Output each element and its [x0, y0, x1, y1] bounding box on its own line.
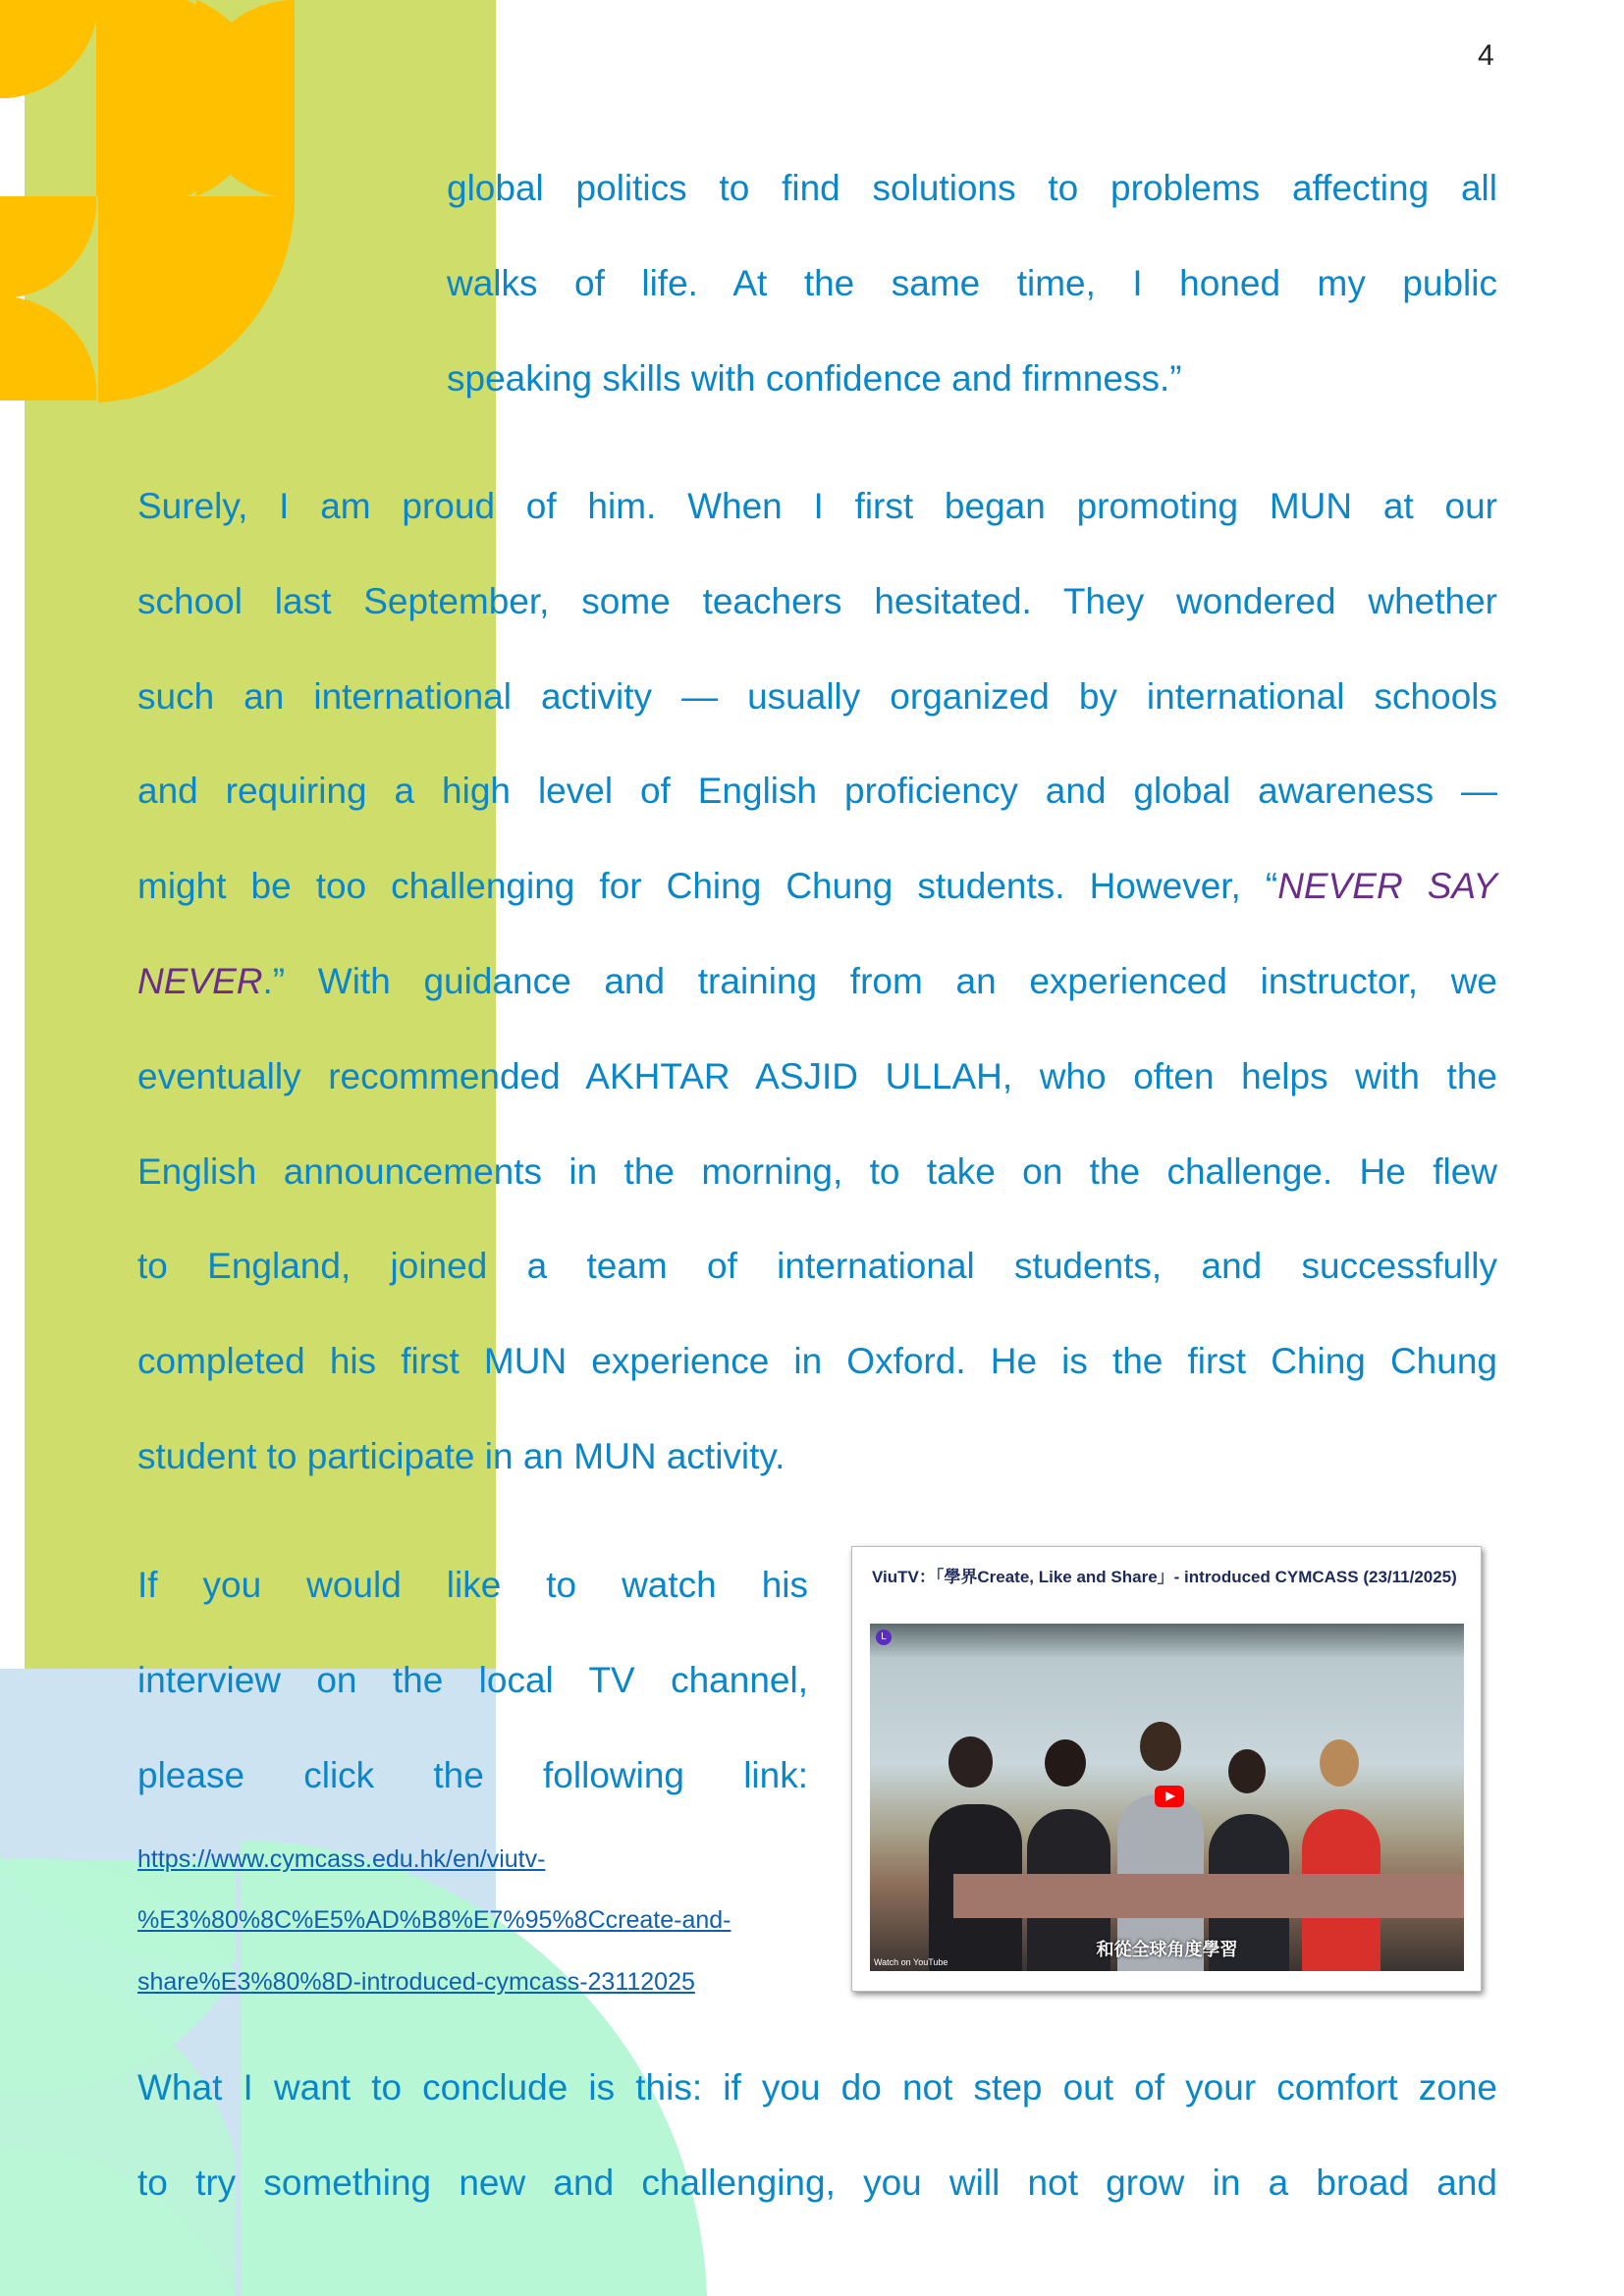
body-line: such an international activity — usually organized by international schools [137, 676, 1497, 717]
person [1228, 1749, 1266, 1793]
body-line: completed his first MUN experience in Oxford. He is the first Ching Chung [137, 1341, 1497, 1381]
body-line: to England, joined a team of international students, and successfully [137, 1246, 1497, 1286]
body-text: might be too challenging for Ching Chung students. However, “ [137, 866, 1278, 906]
interview-link[interactable]: https://www.cymcass.edu.hk/en/viutv- [137, 1845, 546, 1873]
body-line: and requiring a high level of English proficiency and global awareness — [137, 771, 1497, 811]
play-icon[interactable] [1155, 1786, 1184, 1807]
body-line: Surely, I am proud of him. When I first began promoting MUN at our [137, 486, 1497, 526]
video-title: ViuTV：「學界Create, Like and Share」- introduced CYMCASS (23/11/2025) [872, 1568, 1457, 1586]
quote-line: global politics to find solutions to problems affecting all [447, 168, 1497, 208]
watch-on-youtube[interactable]: Watch on YouTube [874, 1957, 948, 1967]
body-line [137, 862, 1497, 911]
channel-badge [876, 1629, 892, 1645]
emphasis-never-say: NEVER SAY [1277, 866, 1497, 906]
person [948, 1736, 993, 1788]
table [953, 1874, 1464, 1918]
interview-link[interactable]: share%E3%80%8D-introduced-cymcass-23112025 [137, 1968, 695, 1996]
body-text: .” With guidance and training from an experienced instructor, we [262, 961, 1497, 1001]
video-card[interactable] [851, 1546, 1482, 1992]
body-line: interview on the local TV channel, [137, 1660, 808, 1700]
page-number: 4 [1478, 39, 1494, 72]
quote-line: speaking skills with confidence and firmness.” [447, 358, 1182, 399]
video-thumbnail[interactable] [870, 1624, 1464, 1971]
body-line: to try something new and challenging, you will not grow in a broad and [137, 2163, 1497, 2203]
emphasis-never: NEVER [137, 961, 263, 1001]
body-line: What I want to conclude is this: if you do not step out of your comfort zone [137, 2067, 1497, 2108]
video-subtitle: 和從全球角度學習 [1096, 1940, 1238, 1959]
body-line: school last September, some teachers hesitated. They wondered whether [137, 581, 1497, 621]
body-line: eventually recommended AKHTAR ASJID ULLAH, who often helps with the [137, 1056, 1497, 1096]
body-line [137, 957, 1497, 1006]
person [1045, 1739, 1086, 1787]
person [1140, 1722, 1181, 1771]
body-line: English announcements in the morning, to take on the challenge. He flew [137, 1151, 1497, 1192]
channel-avatar: L [876, 1629, 892, 1645]
body-line: student to participate in an MUN activity. [137, 1436, 785, 1476]
person [1320, 1739, 1359, 1787]
body-line: If you would like to watch his [137, 1565, 808, 1605]
body-line: please click the following link: [137, 1755, 808, 1795]
quote-line: walks of life. At the same time, I honed my public [447, 263, 1497, 303]
interview-link[interactable]: %E3%80%8C%E5%AD%B8%E7%95%8Ccreate-and- [137, 1906, 731, 1934]
